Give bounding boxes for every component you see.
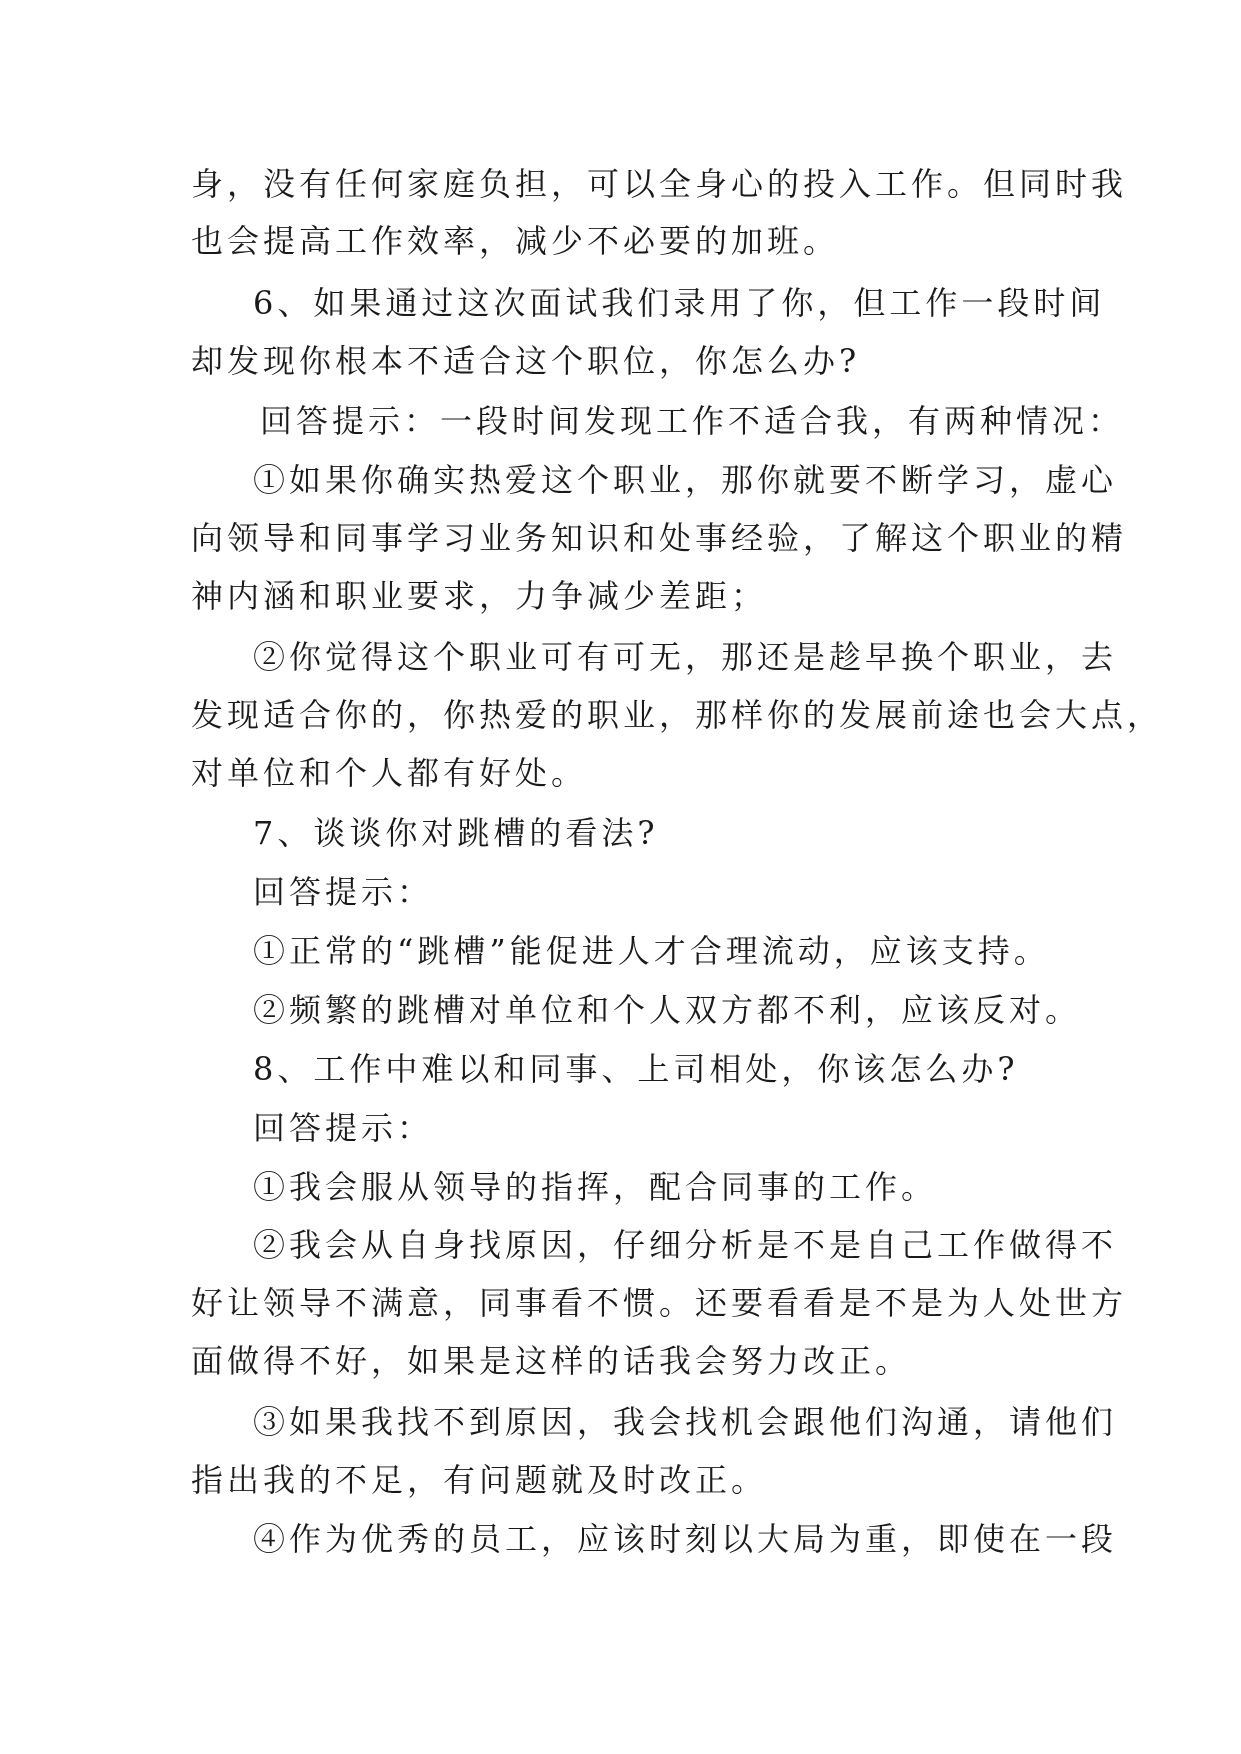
question-line: 7、谈谈你对跳槽的看法? [253,814,659,852]
text-line: 也会提高工作效率，减少不必要的加班。 [191,222,840,260]
answer-hint-line: 回答提示： [253,1109,434,1147]
text-line: 向领导和同事学习业务知识和处事经验，了解这个职业的精 [191,519,1128,557]
question-line: 6、如果通过这次面试我们录用了你，但工作一段时间 [253,284,1106,322]
question-line: 8、工作中难以和同事、上司相处，你该怎么办? [253,1050,1019,1088]
text-line: 指出我的不足，有问题就及时改正。 [191,1461,768,1499]
question-line: 却发现你根本不适合这个职位，你怎么办? [191,342,861,380]
text-line: 神内涵和职业要求，力争减少差距； [191,577,768,615]
text-line: 面做得不好，如果是这样的话我会努力改正。 [191,1342,912,1380]
text-line: ①如果你确实热爱这个职业，那你就要不断学习，虚心 [253,461,1118,499]
text-line: ①我会服从领导的指挥，配合同事的工作。 [253,1168,938,1206]
text-line: ②我会从自身找原因，仔细分析是不是自己工作做得不 [253,1226,1118,1264]
text-line: ④作为优秀的员工，应该时刻以大局为重，即使在一段 [253,1520,1118,1558]
text-line: ②频繁的跳槽对单位和个人双方都不利，应该反对。 [253,991,1082,1029]
text-line: ③如果我找不到原因，我会找机会跟他们沟通，请他们 [253,1403,1118,1441]
text-line: ①正常的“跳槽”能促进人才合理流动，应该支持。 [253,932,1050,970]
answer-hint-line: 回答提示： [253,873,434,911]
text-line: 发现适合你的，你热爱的职业，那样你的发展前途也会大点， [191,696,1164,734]
text-line: 身，没有任何家庭负担，可以全身心的投入工作。但同时我 [191,165,1128,203]
text-line: 好让领导不满意，同事看不惯。还要看看是不是为人处世方 [191,1284,1128,1322]
text-line: ②你觉得这个职业可有可无，那还是趁早换个职业，去 [253,638,1118,676]
answer-hint-line: 回答提示：一段时间发现工作不适合我，有两种情况： [260,402,1125,440]
text-line: 对单位和个人都有好处。 [191,754,588,792]
